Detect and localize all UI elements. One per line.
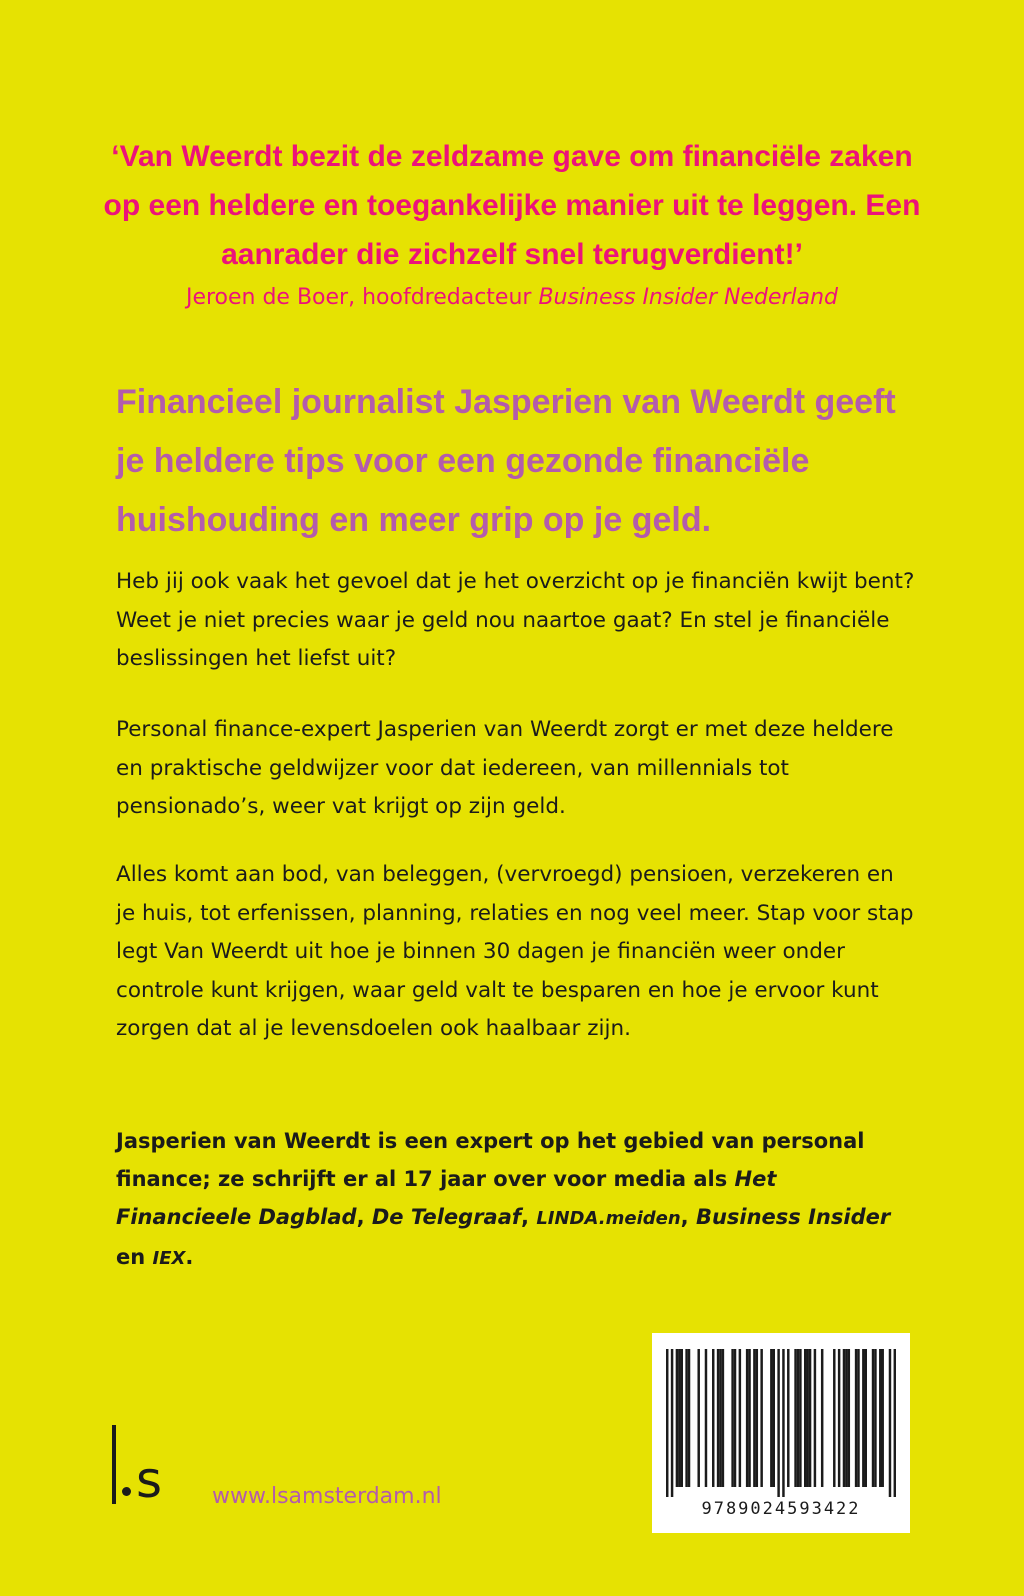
- barcode-bar: [746, 1349, 748, 1487]
- barcode-bar: [872, 1349, 874, 1487]
- barcode-bar: [838, 1349, 840, 1487]
- bio-media-iex: IEX: [152, 1248, 186, 1269]
- barcode-bar: [666, 1349, 668, 1497]
- barcode-bars: [666, 1349, 896, 1497]
- barcode-bar: [797, 1349, 799, 1487]
- barcode-bar: [678, 1349, 680, 1487]
- barcode-bar: [874, 1349, 876, 1487]
- barcode-bar: [809, 1349, 811, 1487]
- logo-letter: s: [136, 1451, 163, 1509]
- logo-dot: [122, 1487, 131, 1496]
- barcode-bar: [799, 1349, 801, 1487]
- barcode-bar: [685, 1349, 687, 1487]
- body-paragraph-1: Heb jij ook vaak het gevoel dat je het overzicht op je financiën kwijt bent? Weet je niet precies waar je geld nou naartoe gaat? En stel je financiële beslissingen het liefst uit?: [116, 569, 915, 671]
- barcode-bar: [787, 1349, 789, 1487]
- isbn-barcode: [652, 1333, 910, 1533]
- barcode-bar: [804, 1349, 806, 1487]
- bio-separator: ,: [521, 1205, 537, 1229]
- barcode-bar: [739, 1349, 741, 1487]
- publisher-logo: [110, 1425, 190, 1509]
- publisher-url: www.lsamsterdam.nl: [212, 1484, 442, 1509]
- body-paragraph-3: Alles komt aan bod, van beleggen, (vervroegd) pensioen, verzekeren en je huis, tot erfenissen, planning, relaties en nog veel meer. Stap voor stap legt Van Weerdt uit hoe je binnen 30 dagen je financiën weer onder controle kunt krijgen, waar geld valt te besparen en hoe je ervoor kunt zorgen dat al je levensdoelen ook haalbaar zijn.: [116, 862, 914, 1041]
- bio-end: .: [185, 1245, 194, 1269]
- barcode-bar: [760, 1349, 762, 1487]
- barcode-bar: [756, 1349, 758, 1487]
- barcode-bar: [671, 1349, 673, 1497]
- barcode-bar: [777, 1349, 779, 1497]
- barcode-bar: [845, 1349, 847, 1487]
- bio-media-telegraaf: De Telegraaf: [371, 1205, 522, 1229]
- barcode-bar: [753, 1349, 755, 1487]
- barcode-bar: [719, 1349, 721, 1487]
- barcode-bar: [881, 1349, 883, 1487]
- bio-separator: en: [116, 1245, 153, 1269]
- barcode-bar: [705, 1349, 707, 1487]
- barcode-bar: [676, 1349, 678, 1487]
- quote-attribution: [100, 283, 924, 313]
- barcode-bar: [843, 1349, 845, 1487]
- barcode-bar: [879, 1349, 881, 1487]
- barcode-bar: [717, 1349, 719, 1487]
- bio-media-business-insider: Business Insider: [695, 1205, 891, 1229]
- bio-text: Jasperien van Weerdt is een expert op het gebied van personal finance; ze schrijft er al 17 jaar over voor media als: [116, 1129, 865, 1191]
- barcode-bar: [862, 1349, 864, 1487]
- barcode-bar: [722, 1349, 724, 1487]
- barcode-bar: [889, 1349, 891, 1497]
- quote-attribution-name: Jeroen de Boer, hoofdredacteur: [185, 285, 539, 310]
- barcode-bar: [773, 1349, 775, 1487]
- lead-text: Financieel journalist Jasperien van Weerdt geeft je heldere tips voor een gezonde financiële huishouding en meer grip op je geld.: [116, 383, 896, 539]
- barcode-bar: [848, 1349, 850, 1487]
- quote-attribution-publication: Business Insider Nederland: [538, 285, 839, 310]
- barcode-bar: [731, 1349, 733, 1487]
- barcode-bar: [712, 1349, 714, 1487]
- barcode-bar: [794, 1349, 796, 1487]
- barcode-bar: [814, 1349, 816, 1487]
- author-bio: [116, 1122, 916, 1278]
- barcode-bar: [857, 1349, 859, 1487]
- review-quote: ‘Van Weerdt bezit de zeldzame gave om financiële zaken op een heldere en toegankelijke manier uit te leggen. Een aanrader die zichzelf snel terugverdient!’: [103, 140, 921, 271]
- barcode-bar: [681, 1349, 683, 1487]
- barcode-bar: [894, 1349, 896, 1497]
- barcode-bar: [806, 1349, 808, 1487]
- barcode-bar: [833, 1349, 835, 1487]
- barcode-bar: [734, 1349, 736, 1487]
- barcode-bar: [748, 1349, 750, 1487]
- bio-separator: ,: [356, 1205, 372, 1229]
- barcode-bar: [821, 1349, 823, 1487]
- body-paragraph-2: Personal finance-expert Jasperien van Weerdt zorgt er met deze heldere en praktische geldwijzer voor dat iedereen, van millennials tot pensionado’s, weer vat krijgt op zijn geld.: [116, 717, 894, 819]
- bio-media-linda: LINDA.meiden: [536, 1208, 681, 1229]
- isbn-number: 9789024593422: [701, 1499, 861, 1519]
- barcode-bar: [697, 1349, 699, 1487]
- bio-separator: ,: [680, 1205, 696, 1229]
- barcode-bar: [770, 1349, 772, 1487]
- barcode-bar: [688, 1349, 690, 1487]
- barcode-bar: [782, 1349, 784, 1497]
- barcode-bar: [865, 1349, 867, 1487]
- barcode-bar: [855, 1349, 857, 1487]
- bio-media-fd: Het Financieele Dagblad: [116, 1167, 777, 1229]
- logo-bar: [112, 1425, 116, 1504]
